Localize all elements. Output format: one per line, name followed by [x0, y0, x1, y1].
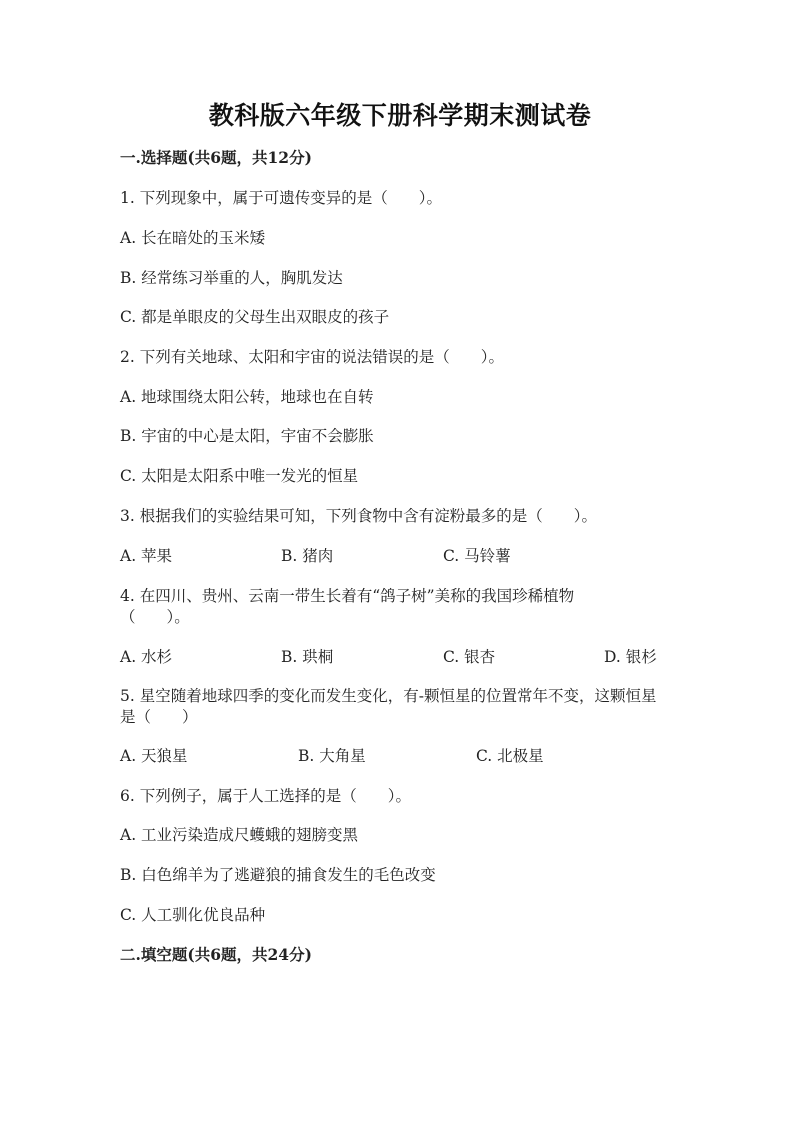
question-2-option-a: A. 地球围绕太阳公转，地球也在自转 [120, 388, 374, 406]
question-5-option-a: A. 天狼星 [120, 747, 188, 765]
question-2-option-c: C. 太阳是太阳系中唯一发光的恒星 [120, 467, 359, 485]
question-5-option-b: B. 大角星 [298, 747, 366, 765]
page-title: 教科版六年级下册科学期末测试卷 [208, 101, 592, 130]
question-1-option-b: B. 经常练习举重的人，胸肌发达 [120, 269, 343, 287]
question-1-option-c: C. 都是单眼皮的父母生出双眼皮的孩子 [120, 308, 390, 326]
question-3-stem: 3. 根据我们的实验结果可知，下列食物中含有淀粉最多的是（ ）。 [120, 507, 597, 525]
question-4-option-b: B. 珙桐 [281, 648, 334, 666]
question-4-option-a: A. 水杉 [120, 648, 173, 666]
question-4-stem-line-2: （ ）。 [120, 608, 190, 626]
section-heading-fill-in-blank: 二.填空题(共6题，共24分) [120, 945, 312, 964]
question-3-option-c: C. 马铃薯 [443, 547, 511, 565]
question-2-stem: 2. 下列有关地球、太阳和宇宙的说法错误的是（ ）。 [120, 348, 504, 366]
question-5-stem-line-2: 是（ ） [120, 708, 198, 726]
question-6-option-a: A. 工业污染造成尺蠖蛾的翅膀变黑 [120, 826, 359, 844]
question-4-option-d: D. 银杉 [604, 648, 657, 666]
question-5-stem-line-1: 5. 星空随着地球四季的变化而发生变化，有-颗恒星的位置常年不变，这颗恒星 [120, 687, 657, 705]
question-1-stem: 1. 下列现象中，属于可遗传变异的是（ ）。 [120, 189, 442, 207]
question-1-option-a: A. 长在暗处的玉米矮 [120, 229, 266, 247]
question-6-stem: 6. 下列例子，属于人工选择的是（ ）。 [120, 787, 411, 805]
question-5-option-c: C. 北极星 [476, 747, 544, 765]
section-heading-multiple-choice: 一.选择题(共6题，共12分) [120, 148, 312, 167]
question-2-option-b: B. 宇宙的中心是太阳，宇宙不会膨胀 [120, 427, 374, 445]
question-3-option-a: A. 苹果 [120, 547, 173, 565]
question-4-stem-line-1: 4. 在四川、贵州、云南一带生长着有“鸽子树”美称的我国珍稀植物 [120, 587, 575, 605]
question-4-option-c: C. 银杏 [443, 648, 496, 666]
question-6-option-c: C. 人工驯化优良品种 [120, 906, 266, 924]
question-6-option-b: B. 白色绵羊为了逃避狼的捕食发生的毛色改变 [120, 866, 436, 884]
question-3-option-b: B. 猪肉 [281, 547, 334, 565]
